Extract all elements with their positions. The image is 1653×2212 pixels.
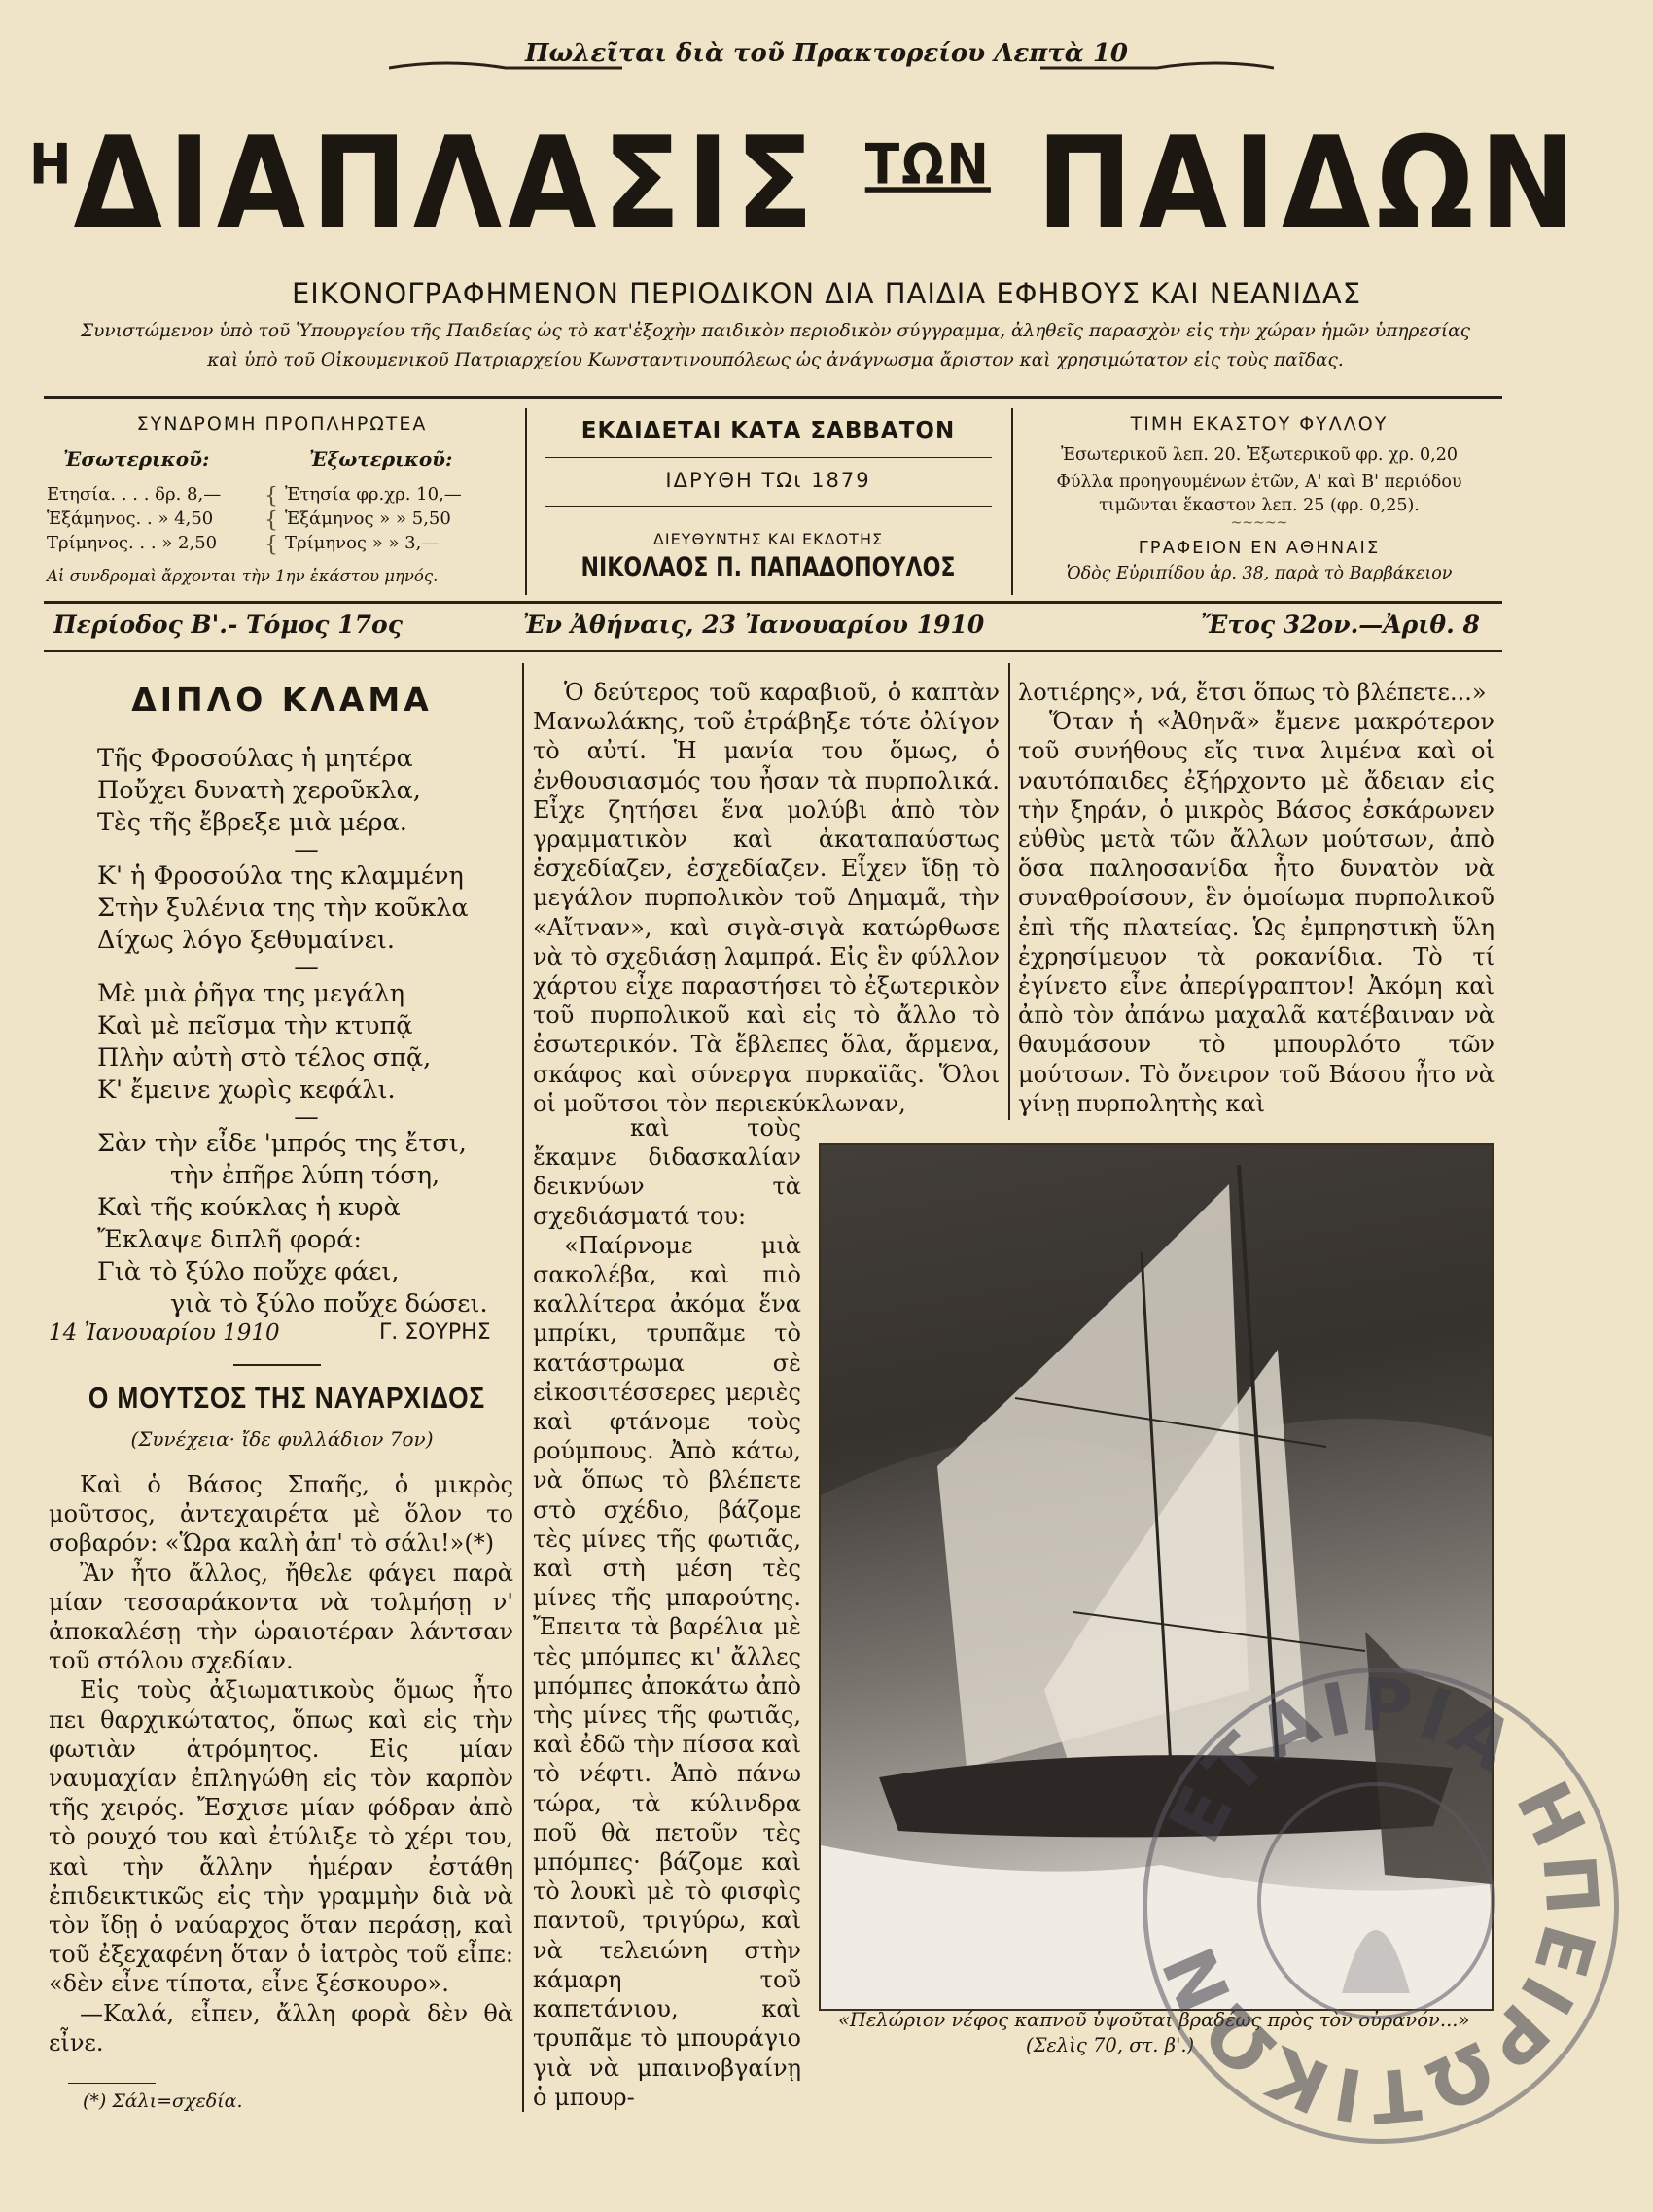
issue-year: Ἔτος 32ον.—Ἀριθ. 8 [1201, 611, 1480, 639]
subtitle: ΕΙΚΟΝΟΓΡΑΦΗΜΕΝΟΝ ΠΕΡΙΟΔΙΚΟΝ ΔΙΑ ΠΑΙΔΙΑ ΕΦΗΒΟΥΣ ΚΑΙ ΝΕΑΝΙΔΑΣ [291, 277, 1362, 310]
domestic-row-2: Ἑξάμηνος. . » 4,50 [47, 509, 214, 529]
poem-author: Γ. ΣΟΥΡΗΣ [379, 1320, 491, 1345]
foreign-label: Ἐξωτερικοῦ: [309, 447, 453, 471]
article-title: Ο ΜΟΥΤΣΟΣ ΤΗΣ ΝΑΥΑΡΧΙΔΟΣ [88, 1381, 486, 1415]
article-continued: (Συνέχεια· ἴδε φυλλάδιον 7ον) [130, 1427, 434, 1451]
poem-line: Τὲς τῆς ἔβρεξε μιὰ μέρα. [97, 808, 407, 837]
domestic-row-1: Ετησία. . . . δρ. 8,— [47, 484, 222, 505]
poem-line: Στὴν ξυλένια της τὴν κοῦκλα [97, 894, 469, 923]
office-heading: ΓΡΑΦΕΙΟΝ ΕΝ ΑΘΗΝΑΙΣ [1138, 538, 1381, 558]
rule-vertical-1 [525, 408, 527, 595]
illustration-caption: «Πελώριον νέφος καπνοῦ ὑψοῦται βραδέως πρὸς τὸν οὐρανόν...» [838, 2009, 1470, 2031]
rule-vertical-2 [1011, 408, 1013, 595]
director-name: ΝΙΚΟΛΑΟΣ Π. ΠΑΠΑΔΟΠΟΥΛΟΣ [580, 552, 956, 582]
poem-line: Ποὔχει δυνατὴ χεροῦκλα, [97, 776, 421, 805]
paragraph: Εἰς τοὺς ἀξιωματικοὺς ὅμως ἦτο πει θαρχικώτατος, ὅπως καὶ εἰς τὴν φωτιὰν ἀτρόμητος. Εἰς μίαν ναυμαχίαν ἐπληγώθη εἰς τὸν καρπὸν τῆς χειρός. Ἔσχισε μίαν φόδραν ἀπὸ τὸ ρουχό του καὶ ἐτύλιξε τὸ χέρι του, καὶ τὴν ἄλλην ἡμέραν ἐστάθη ἐπιδεικτικῶς εἰς τὴν γραμμὴν διὰ νὰ τὸν ἴδῃ ὁ ναύαρχος ὅταν περάσῃ, καὶ τοῦ ἐξεχαφένη ὅταν ὁ ἰατρὸς τοῦ εἶπε: «δὲν εἶνε τίποτα, εἶνε ξέσκουρο». [49, 1676, 513, 1998]
price-line-1: Ἐσωτερικοῦ λεπ. 20. Ἐξωτερικοῦ φρ. χρ. 0,20 [1061, 445, 1458, 465]
rule-issue [44, 650, 1502, 652]
price-line-3: τιμῶνται ἕκαστον λεπ. 25 (φρ. 0,25). [1099, 496, 1420, 515]
price-line: Πωλεῖται διὰ τοῦ Πρακτορείου Λεπτὰ 10 [524, 39, 1129, 68]
poem-line: Τῆς Φροσούλας ἡ μητέρα [97, 744, 413, 773]
paragraph: καὶ τοὺς ἔκαμνε διδασκαλίαν δεικνύων τὰ σχεδιάσματά του: [533, 1114, 801, 1230]
article-column-2-top [533, 678, 1000, 1118]
illustration-source: (Σελὶς 70, στ. β'.) [1026, 2034, 1195, 2056]
poem-line: τὴν ἐπῆρε λύπη τόση, [170, 1161, 440, 1190]
article-column-2-narrow [533, 1113, 801, 2112]
paragraph: —Καλά, εἶπεν, ἄλλη φορὰ δὲν θὰ εἶνε. [49, 1999, 513, 2056]
center-rule-1 [545, 457, 992, 458]
rule-top [44, 396, 1502, 399]
masthead-main: ΔΙΑΠΛΑΣΙΣ [73, 109, 820, 257]
center-rule-2 [545, 506, 992, 507]
brace: { { { [264, 484, 278, 557]
poem-line: Δίχως λόγο ξεθυμαίνει. [97, 926, 395, 955]
description-line-2: καὶ ὑπὸ τοῦ Οἰκουμενικοῦ Πατριαρχείου Κωνσταντινουπόλεως ὡς ἀνάγνωσμα ἄριστον καὶ χρησιμώτατον εἰς τοὺς παῖδας. [207, 350, 1344, 370]
article-column-1 [49, 1470, 513, 2057]
poem-line: Κ' ἡ Φροσούλα της κλαμμένη [97, 861, 464, 891]
article-column-3 [1018, 678, 1495, 1118]
paragraph: Ὁ δεύτερος τοῦ καραβιοῦ, ὁ καπτὰν Μανωλάκης, τοῦ ἐτράβηξε τότε ὀλίγον τὸ αὐτί. Ἡ μανία του ὅμως, ὁ ἐνθουσιασμός του ἦσαν τὰ πυρπολικά. Εἶχε ζητήσει ἕνα μολύβι ἀπὸ τὸν γραμματικὸν καὶ ἀκαταπαύστως ἐσχεδίαζεν, ἐσχεδίαζεν. Εἶχεν ἴδῃ τὸ μεγάλον πυρπολικὸν τοῦ Δημαμᾶ, τὴν «Αἴτναν», καὶ σιγὰ-σιγὰ κατώρθωσε νὰ τὸ σχεδιάσῃ λαμπρά. Εἰς ἓν φύλλον χάρτου εἶχε παραστήσει τὸ ἐξωτερικὸν τοῦ πυρπολικοῦ καὶ εἰς τὸ ἄλλο τὸ ἐσωτερικόν. Τὰ ἔβλεπες ὅλα, ἄρμενα, σκάφος καὶ σύνεργα πυρκαϊᾶς. Ὅλοι οἱ μοῦτσοι τὸν περιεκύκλωναν, [533, 679, 1000, 1117]
masthead-article: Η [29, 132, 74, 197]
founded: ΙΔΡΥΘΗ ΤΩι 1879 [665, 469, 871, 492]
stamp-seal [1147, 1672, 1604, 2129]
masthead-paidon: ΠΑΙΔΩΝ [1037, 109, 1582, 257]
poem-separator: — [294, 1103, 319, 1132]
poem-body [97, 743, 515, 1320]
paragraph: λοτιέρης», νά, ἔτσι ὅπως τὸ βλέπετε...» [1018, 679, 1487, 706]
publication-schedule: ΕΚΔΙΔΕΤΑΙ ΚΑΤΑ ΣΑΒΒΑΤΟΝ [580, 418, 956, 443]
foreign-row-1: Ἐτησία φρ.χρ. 10,— [285, 484, 462, 505]
foreign-row-2: Ἑξάμηνος » » 5,50 [285, 509, 451, 529]
foreign-row-3: Τρίμηνος » » 3,— [285, 533, 440, 553]
footnote: (*) Σάλι=σχεδία. [83, 2090, 243, 2112]
poem-end-rule [233, 1364, 321, 1366]
poem-line: Γιὰ τὸ ξύλο ποὔχε φάει, [97, 1257, 400, 1286]
price-line-flourish [389, 56, 1274, 76]
poem-line: Πλὴν αὐτὴ στὸ τέλος σπᾷ, [97, 1043, 432, 1072]
description-line-1: Συνιστώμενον ὑπὸ τοῦ Ὑπουργείου τῆς Παιδείας ὡς τὸ κατ'ἐξοχὴν παιδικὸν περιοδικὸν σύγγραμμα, ἀληθεῖς παρασχὸν εἰς τὴν χώραν ἡμῶν ὑπηρεσίας [81, 321, 1470, 341]
poem-date: 14 Ἰανουαρίου 1910 [49, 1320, 280, 1346]
rule-bottom [44, 601, 1502, 604]
issue-period: Περίοδος Β'.- Τόμος 17ος [53, 611, 403, 639]
masthead-ton: ΤΩΝ [864, 132, 991, 197]
footnote-rule [68, 2083, 156, 2084]
poem-title: ΔΙΠΛΟ ΚΛΑΜΑ [131, 681, 433, 719]
paragraph: «Παίρνομε μιὰ σακολέβα, καὶ πιὸ καλλίτερα ἀκόμα ἕνα μπρίκι, τρυπᾶμε τὸ κατάστρωμα σὲ εἰκοσιτέσσερες μεριὲς καὶ φτάνομε τοὺς ρούμπους. Ἀπὸ κάτω, νὰ ὅπως τὸ βλέπετε στὸ σχέδιο, βάζομε τὲς μίνες τῆς φωτιᾶς, καὶ στὴ μέση τὲς μίνες τῆς μπαρούτης. Ἔπειτα τὰ βαρέλια μὲ τὲς μπόμπες κι' ἄλλες μπόμπες ἀποκάτω ἀπὸ τὴς μίνες τῆς φωτιᾶς, καὶ ἐδῶ τὴν πίσσα καὶ τὸ νέφτι. Ἀπὸ πάνω τώρα, τὰ κύλινδρα ποῦ θὰ πετοῦν τὲς μπόμπες· βάζομε καὶ τὸ λουκὶ μὲ τὸ φισφὶς παντοῦ, τριγύρω, καὶ νὰ τελειώνη στὴν κάμαρη τοῦ καπετάνιου, καὶ τρυπᾶμε τὸ μπουράγιο γιὰ νὰ μπαινοβγαίνῃ ὁ μπουρ- [533, 1231, 801, 2111]
director-label: ΔΙΕΥΘΥΝΤΗΣ ΚΑΙ ΕΚΔΟΤΗΣ [652, 530, 884, 548]
office-address: Ὁδὸς Εὐριπίδου ἀρ. 38, παρὰ τὸ Βαρβάκειον [1066, 564, 1453, 583]
poem-separator: — [294, 835, 319, 864]
poem-line: Σὰν τὴν εἶδε 'μπρός της ἔτσι, [97, 1129, 467, 1158]
masthead [29, 109, 1582, 257]
domestic-row-3: Τρίμηνος. . . » 2,50 [47, 533, 218, 553]
column-rule-1 [522, 663, 524, 2112]
poem-line: Καὶ τῆς κούκλας ἡ κυρὰ [97, 1193, 401, 1222]
price-line-2: Φύλλα προηγουμένων ἐτῶν, Α' καὶ Β' περιόδου [1056, 473, 1462, 492]
paragraph: Ἂν ἦτο ἄλλος, ἤθελε φάγει παρὰ μίαν τεσσαράκοντα νὰ τολμήσῃ ν' ἀποκαλέσῃ τὴν ὡραιοτέραν λάντσαν τοῦ στόλου σχεδίαν. [49, 1559, 513, 1675]
poem-line: Κ' ἔμεινε χωρὶς κεφάλι. [97, 1075, 396, 1105]
paragraph: Ὅταν ἡ «Ἀθηνᾶ» ἔμενε μακρότερον τοῦ συνήθους εἴς τινα λιμένα καὶ οἱ ναυτόπαιδες ἐξήρχοντο μὲ ἄδειαν εἰς τὴν ξηράν, ὁ μικρὸς Βάσος ἐσκάρωνεν εὐθὺς μετὰ τῶν ἄλλων μούτσων, ἀπὸ ὅσα παληοσανίδα ἦτο δυνατὸν νὰ συναθροίσουν, ἓν ὁμοίωμα πυρπολικοῦ ἐπὶ τῆς πλατείας. Ὡς ἐμπρηστικὴ ὕλη ἐχρησίμευον τὰ ροκανίδια. Τὸ τί ἐγίνετο εἶνε ἀπερίγραπτον! Ἀκόμη καὶ ἀπὸ τὸν ἀπάνω μαχαλᾶ κατέβαιναν νὰ θαυμάσουν τὸ μπουρλότο τῶν μούτσων. Τὸ ὄνειρον τοῦ Βάσου ἦτο νὰ γίνῃ πυρπολητὴς καὶ [1018, 708, 1495, 1117]
poem-line: Ἔκλαψε διπλῆ φορά: [97, 1225, 363, 1254]
column-rule-2 [1008, 663, 1010, 1120]
price-heading: ΤΙΜΗ ΕΚΑΣΤΟΥ ΦΥΛΛΟΥ [1130, 413, 1389, 435]
poem-line: Μὲ μιὰ ῥῆγα της μεγάλη [97, 979, 405, 1008]
price-ornament: ~~~~~ [1230, 515, 1288, 531]
domestic-label: Ἐσωτερικοῦ: [63, 447, 210, 471]
library-stamp [1143, 1668, 1619, 2144]
masthead-title [29, 109, 1582, 257]
poem-line: Καὶ μὲ πεῖσμα τὴν κτυπᾷ [97, 1011, 413, 1040]
paragraph: Καὶ ὁ Βάσος Σπαῆς, ὁ μικρὸς μοῦτσος, ἀντεχαιρέτα μὲ ὅλον το σοβαρόν: «Ὥρα καλὴ ἀπ' τὸ σάλι!»(*) [49, 1471, 513, 1558]
subscription-heading: ΣΥΝΔΡΟΜΗ ΠΡΟΠΛΗΡΩΤΕΑ [136, 413, 428, 435]
subscription-note: Αἱ συνδρομαὶ ἄρχονται τὴν 1ην ἑκάστου μηνός. [47, 567, 439, 585]
svg-text:ΕΤΑΙΡΙΑ ΗΠΕΙΡΩΤΙΚΩΝ ΜΕΛΕΤΩΝ: ΕΤΑΙΡΙΑ Η ΕΙΡΩΤΙΚΩΝ [1147, 1672, 1604, 2129]
poem-line: γιὰ τὸ ξύλο ποὔχε δώσει. [170, 1289, 488, 1318]
poem-separator: — [294, 953, 319, 982]
issue-date: Ἐν Ἀθήναις, 23 Ἰανουαρίου 1910 [522, 611, 985, 639]
